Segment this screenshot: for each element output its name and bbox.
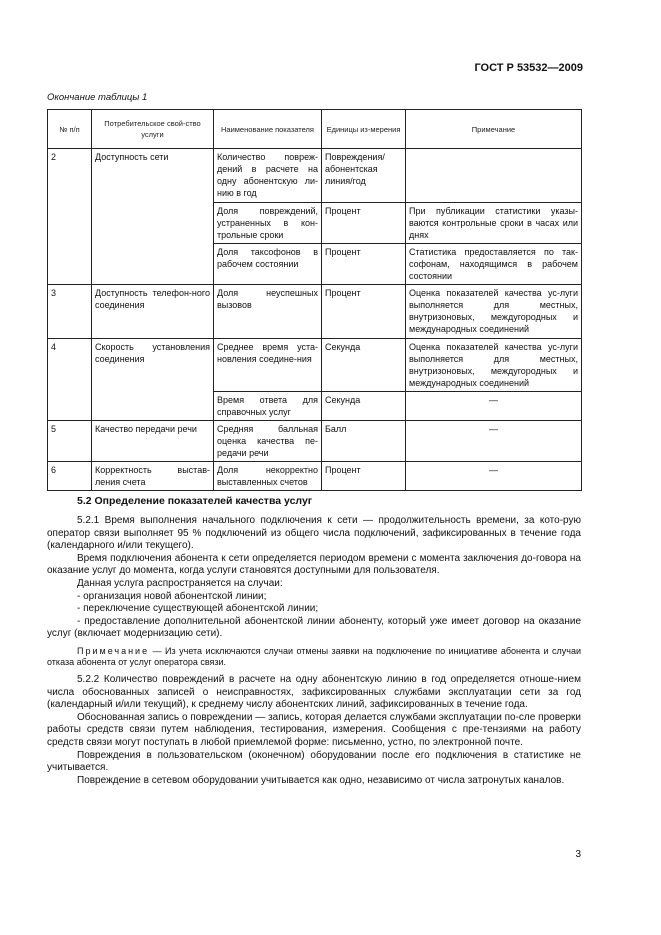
- column-header: Наименование показателя: [214, 110, 322, 149]
- indicator-name: Доля неуспешных вызовов: [214, 285, 322, 339]
- note: —: [406, 462, 582, 491]
- table-row: [48, 285, 582, 339]
- indicator-name: Количество повреж-дений в расчете на одну абонентскую ли-нию в год: [214, 149, 322, 203]
- unit: Балл: [322, 421, 406, 462]
- row-number: 6: [48, 462, 92, 491]
- paragraph: Повреждение в сетевом оборудовании учитывается как одно, независимо от числа затронутых каналов.: [77, 774, 565, 786]
- note: —: [406, 421, 582, 462]
- paragraph: 5.2.1 Время выполнения начального подключения к сети — продолжительность времени, за кото-рую оператор связи выполняет 95 % подключений из общего числа подключений, зафиксированных в течение года (календарного и/или текущего).: [47, 515, 581, 552]
- note: —: [406, 392, 582, 421]
- indicator-name: Доля некорректно выставленных счетов: [214, 462, 322, 491]
- service-property: Качество передачи речи: [92, 421, 214, 462]
- paragraph: Данная услуга распространяется на случаи:: [77, 577, 283, 589]
- service-property: Скорость установления соединения: [92, 339, 214, 421]
- paragraph: 5.2.2 Количество повреждений в расчете на одну абонентскую линию в год определяется отноше-нием числа обоснованных записей о неисправностях, зафиксированных службами эксплуатации сети за год (календарный и/или текущий), к среднему числу абонентских линий, зафиксированных в течение года.: [47, 673, 581, 711]
- unit: Секунда: [322, 339, 406, 392]
- indicators-table: [47, 109, 582, 491]
- unit: Секунда: [322, 392, 406, 421]
- table-row: [48, 149, 582, 203]
- note-label: Примечание: [77, 645, 150, 656]
- paragraph: Время подключения абонента к сети определяется периодом времени с момента заключения до-говора на оказание услуг до момента, когда услуги становятся доступными для пользователя.: [47, 552, 581, 577]
- service-property: Доступность сети: [92, 149, 214, 285]
- row-number: 2: [48, 149, 92, 285]
- row-number: 4: [48, 339, 92, 421]
- unit: Процент: [322, 203, 406, 244]
- standard-number: ГОСТ Р 53532—2009: [474, 62, 583, 74]
- table-row: [48, 421, 582, 462]
- section-heading: 5.2 Определение показателей качества услуг: [77, 495, 313, 507]
- indicator-name: Доля повреждений, устраненных в кон-трольные сроки: [214, 203, 322, 244]
- note: Статистика предоставляется по так-софонам, находящимся в рабочем состоянии: [406, 244, 582, 285]
- note-paragraph: [47, 646, 581, 669]
- service-property: Корректность выстав-ления счета: [92, 462, 214, 491]
- list-item: - переключение существующей абонентской линии;: [77, 603, 319, 615]
- indicator-name: Среднее время уста-новления соедине-ния: [214, 339, 322, 392]
- table-row: [48, 339, 582, 392]
- note: Оценка показателей качества ус-луги выполняется для местных, внутризоновых, междугородных и международных соединений: [406, 285, 582, 339]
- page-number: 3: [575, 849, 581, 860]
- table-header-row: [48, 110, 582, 149]
- body-text: [47, 515, 581, 787]
- column-header: № п/п: [48, 110, 92, 149]
- unit: Процент: [322, 244, 406, 285]
- table-caption: Окончание таблицы 1: [47, 92, 148, 103]
- note: Оценка показателей качества ус-луги выполняется для местных, внутризоновых, междугородных и международных соединений: [406, 339, 582, 392]
- unit: Процент: [322, 462, 406, 491]
- column-header: Единицы из-мерения: [322, 110, 406, 149]
- indicator-name: Доля таксофонов в рабочем состоянии: [214, 244, 322, 285]
- row-number: 3: [48, 285, 92, 339]
- note: При публикации статистики указы-ваются контрольные сроки в часах или днях: [406, 203, 582, 244]
- note-text: — Из учета исключаются случаи отмены заявки на подключение по инициативе абонента и случаи отказа абонента от услуг оператора связи.: [47, 645, 581, 668]
- list-item: - предоставление дополнительной абонентской линии абоненту, который уже имеет договор на оказание услуг (включает модернизацию сети).: [47, 615, 581, 640]
- indicator-name: Время ответа для справочных услуг: [214, 392, 322, 421]
- unit: Повреждения/ абонентская линия/год: [322, 149, 406, 203]
- indicator-name: Средняя балльная оценка качества пе-редачи речи: [214, 421, 322, 462]
- service-property: Доступность телефон-ного соединения: [92, 285, 214, 339]
- unit: Процент: [322, 285, 406, 339]
- column-header: Потребительское свой-ство услуги: [92, 110, 214, 149]
- table-row: [48, 462, 582, 491]
- list-item: - организация новой абонентской линии;: [77, 590, 267, 602]
- note: [406, 149, 582, 203]
- row-number: 5: [48, 421, 92, 462]
- column-header: Примечание: [406, 110, 582, 149]
- paragraph: Обоснованная запись о повреждении — запись, которая делается службами эксплуатации по-сле проверки работы средств связи путем наблюдения, тестирования, измерения. Сообщения с пре-тензиями на работу средств связи могут поступать в любой приемлемой форме: письменно, устно, по электронной почте.: [47, 711, 581, 748]
- paragraph: Повреждения в пользовательском (оконечном) оборудовании после его подключения в статистике не учитывается.: [47, 749, 581, 774]
